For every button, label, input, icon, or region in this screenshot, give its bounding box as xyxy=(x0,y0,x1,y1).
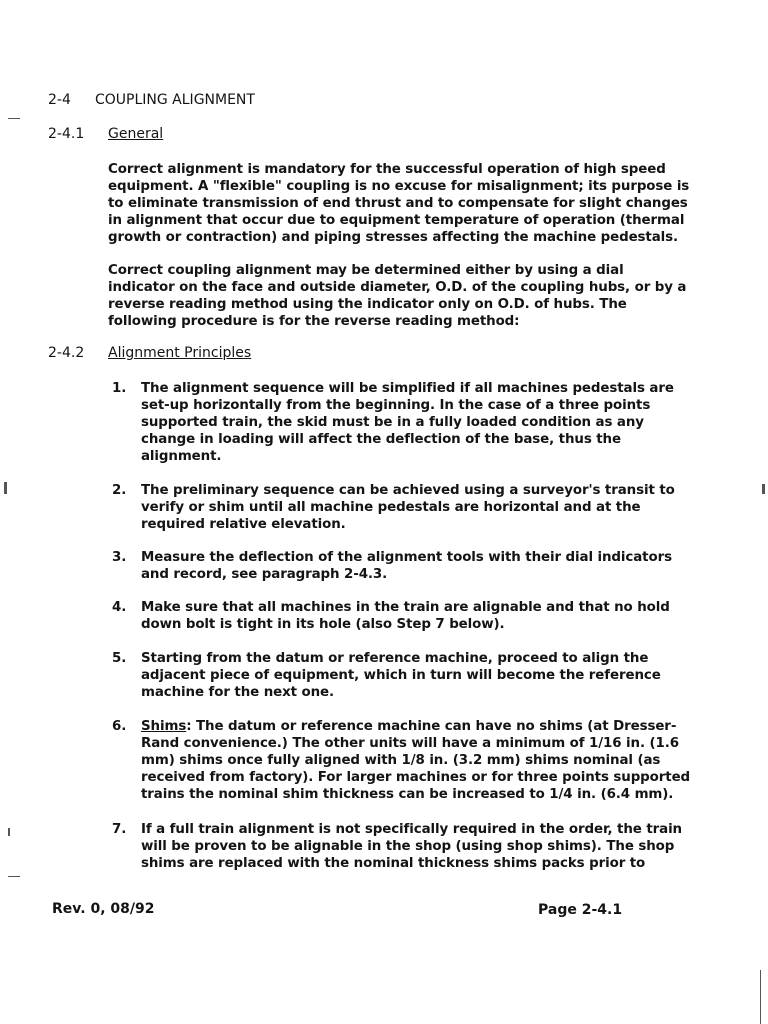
section-title: COUPLING ALIGNMENT xyxy=(95,92,255,108)
list-item-number: 3. xyxy=(112,550,127,565)
subsection-title: Alignment Principles xyxy=(108,345,252,361)
section-number: 2-4 xyxy=(48,92,71,108)
list-item-text: Measure the deflection of the alignment tools with their dial indicators and record, see paragraph 2-4.3. xyxy=(141,550,672,582)
list-item-text xyxy=(141,718,692,803)
list-item-number: 1. xyxy=(112,381,127,396)
scan-mark xyxy=(760,970,761,1024)
list-item-number: 7. xyxy=(112,822,127,837)
shims-text: : The datum or reference machine can have no shims (at Dresser-Rand convenience.) The other units will have a minimum of 1/16 in. (1.6 mm) shims once fully aligned with 1/8 in. (3.2 mm) shims nominal (as received from factory). For larger machines or for three points supported trains the nominal shim thickness can be increased to 1/4 in. (6.4 mm). xyxy=(141,719,691,802)
list-item xyxy=(112,650,692,701)
scan-mark xyxy=(8,876,20,877)
scan-mark xyxy=(762,484,765,494)
paragraph: Correct alignment is mandatory for the successful operation of high speed equipment. A "flexible" coupling is no excuse for misalignment; its purpose is to eliminate transmission of end thrust and to compensate for slight changes in alignment that occur due to equipment temperature of operation (thermal growth or contraction) and piping stresses affecting the machine pedestals. xyxy=(108,162,690,245)
scan-mark xyxy=(8,118,20,119)
shims-label: Shims xyxy=(141,719,187,734)
subsection-title: General xyxy=(108,126,164,142)
scan-mark xyxy=(4,482,7,494)
list-item-number: 4. xyxy=(112,600,127,615)
scan-mark xyxy=(8,828,10,836)
list-item-text: The preliminary sequence can be achieved using a surveyor's transit to verify or shim until all machine pedestals are horizontal and at the required relative elevation. xyxy=(141,483,675,532)
footer-page-number: Page 2-4.1 xyxy=(538,902,623,918)
paragraph: Correct coupling alignment may be determined either by using a dial indicator on the face and outside diameter, O.D. of the coupling hubs, or by a reverse reading method using the indicator only on O.D. of hubs. The following procedure is for the reverse reading method: xyxy=(108,263,687,329)
footer-revision: Rev. 0, 08/92 xyxy=(52,901,155,917)
list-item-text: Starting from the datum or reference machine, proceed to align the adjacent piece of equipment, which in turn will become the reference machine for the next one. xyxy=(141,651,661,700)
subsection-number: 2-4.2 xyxy=(48,345,85,361)
list-item xyxy=(112,599,692,633)
list-item xyxy=(112,821,692,872)
list-item-text: If a full train alignment is not specifically required in the order, the train will be proven to be alignable in the shop (using shop shims). The shop shims are replaced with the nominal thickness shims packs prior to xyxy=(141,822,682,871)
subsection-number: 2-4.1 xyxy=(48,126,85,142)
list-item xyxy=(112,549,692,583)
subsection-heading-alignment-principles xyxy=(48,345,251,362)
list-item-number: 6. xyxy=(112,719,127,734)
subsection-heading-general xyxy=(48,126,163,143)
section-heading xyxy=(48,92,255,109)
list-item-text: The alignment sequence will be simplified if all machines pedestals are set-up horizontally from the beginning. In the case of a three points supported train, the skid must be in a fully loaded condition as any change in loading will affect the deflection of the base, thus the alignment. xyxy=(141,381,674,464)
list-item-text: Make sure that all machines in the train are alignable and that no hold down bolt is tight in its hole (also Step 7 below). xyxy=(141,600,670,632)
list-item xyxy=(112,718,692,803)
list-item-number: 5. xyxy=(112,651,127,666)
list-item-number: 2. xyxy=(112,483,127,498)
list-item xyxy=(112,482,692,533)
list-item xyxy=(112,380,692,465)
